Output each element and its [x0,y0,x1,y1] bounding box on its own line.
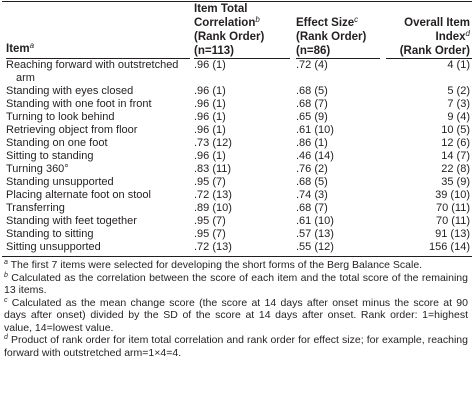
table-row [2,215,472,228]
row-correlation: .95 (7) [194,215,226,227]
table-row [2,124,472,137]
header-overall-item-index: Overall Item Index$^d$ (Rank Order) [399,17,470,57]
table-row [2,228,472,241]
footnote-b: $^b$ Calculated as the correlation between the score of each item and the total score of the remaining 13 items. [4,271,468,296]
table-row [2,85,472,98]
footnotes [2,259,472,359]
table-row [2,202,472,215]
row-effect-size: .86 (1) [296,137,328,149]
row-correlation: .96 (1) [194,59,226,71]
row-item-label: Turning to look behind [6,111,115,123]
row-effect-size: .65 (9) [296,111,328,123]
row-correlation: .96 (1) [194,111,226,123]
row-effect-size: .61 (10) [296,124,334,136]
row-item-label: Retrieving object from floor [6,124,138,136]
row-overall-index: 10 (5) [441,124,470,136]
row-item-label: Standing to sitting [6,228,94,240]
row-correlation: .95 (7) [194,228,226,240]
row-effect-size: .68 (5) [296,176,328,188]
table-row [2,176,472,189]
row-effect-size: .55 (12) [296,241,334,253]
table-header [2,2,472,59]
row-overall-index: 4 (1) [441,59,470,71]
row-overall-index: 35 (9) [441,176,470,188]
header-item-total-correlation: Item Total Correlation$^b$ (Rank Order) (n=113) [194,3,265,57]
table-row [2,137,472,150]
row-item-label: Standing with feet together [6,215,137,227]
row-item-label: Placing alternate foot on stool [6,189,151,201]
row-overall-index: 12 (6) [441,137,470,149]
row-correlation: .96 (1) [194,85,226,97]
row-item-label: Reaching forward with outstretched arm [6,59,179,84]
row-item-label: Sitting to standing [6,150,94,162]
row-overall-index: 22 (8) [441,163,470,175]
footnote-d: $^d$ Product of rank order for item total correlation and rank order for effect size; for example, reaching forward with outstretched arm=1×4=4. [4,334,468,359]
row-overall-index: 91 (13) [435,228,470,240]
row-correlation: .96 (1) [194,150,226,162]
table-row [2,163,472,176]
header-effect-size: Effect Size$^c$ (Rank Order) (n=86) [296,15,367,57]
row-effect-size: .74 (3) [296,189,328,201]
row-correlation: .72 (13) [194,189,232,201]
row-effect-size: .68 (7) [296,202,328,214]
row-item-label: Standing unsupported [6,176,114,188]
row-correlation: .72 (13) [194,241,232,253]
row-item-label: Transferring [6,202,65,214]
header-item: Item$^a$ [6,41,35,55]
row-overall-index: 39 (10) [435,189,470,201]
row-effect-size: .72 (4) [296,59,328,71]
row-item-label: Turning 360° [6,163,69,175]
row-overall-index: 70 (11) [435,202,470,214]
footnote-c: $^c$ Calculated as the mean change score (the score at 14 days after onset minus the score at 90 days after onset) divided by the SD of the score at 14 days after onset. Rank order: 1=highest value, 14=lowest value. [4,296,468,334]
row-effect-size: .61 (10) [296,215,334,227]
row-item-label: Standing with one foot in front [6,98,152,110]
table-row [2,241,472,254]
row-correlation: .89 (10) [194,202,232,214]
balance-items-table [2,2,472,254]
table-row [2,59,472,85]
table-row [2,189,472,202]
footnote-a: $^a$ The first 7 items were selected for developing the short forms of the Berg Balance Scale. [4,259,423,271]
bottom-rule [2,256,472,257]
row-overall-index: 7 (3) [441,98,470,110]
row-overall-index: 156 (14) [429,241,470,253]
row-overall-index: 70 (11) [435,215,470,227]
table-row [2,111,472,124]
row-correlation: .83 (11) [194,163,232,175]
row-item-label: Standing with eyes closed [6,85,134,97]
row-item-label: Sitting unsupported [6,241,101,253]
row-effect-size: .46 (14) [296,150,334,162]
row-item-label: Standing on one foot [6,137,108,149]
row-overall-index: 14 (7) [441,150,470,162]
row-effect-size: .57 (13) [296,228,334,240]
row-effect-size: .76 (2) [296,163,328,175]
row-correlation: .73 (12) [194,137,232,149]
table-body [2,59,472,254]
row-effect-size: .68 (7) [296,98,328,110]
row-correlation: .96 (1) [194,124,226,136]
table-row [2,98,472,111]
table-page [0,1,474,408]
table-row [2,150,472,163]
row-effect-size: .68 (5) [296,85,328,97]
row-correlation: .96 (1) [194,98,226,110]
row-overall-index: 5 (2) [441,85,470,97]
row-overall-index: 9 (4) [441,111,470,123]
row-correlation: .95 (7) [194,176,226,188]
